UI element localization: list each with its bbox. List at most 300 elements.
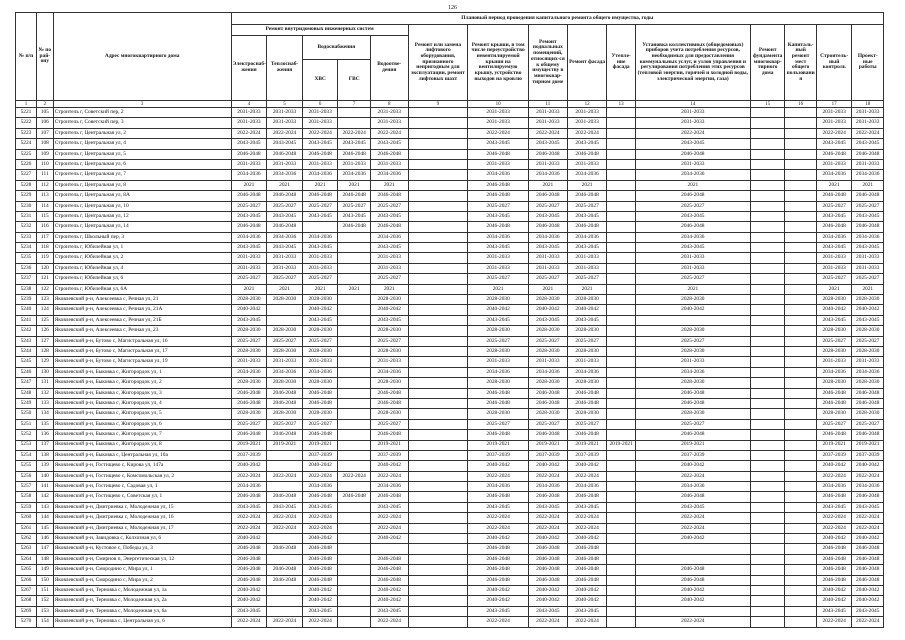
district-number-cell: 131 — [36, 378, 53, 388]
period-cell: 2034-2036 — [852, 232, 884, 242]
header-roof: Ремонт крыши, в том числе переустройство невентилируемой крыши на вентилируемую крышу, устройство выходов на кровлю — [468, 25, 529, 101]
period-cell: 2025-2027 — [302, 274, 338, 284]
period-cell — [750, 513, 785, 523]
period-cell: 2031-2033 — [852, 357, 884, 367]
period-cell: 2043-2045 — [635, 211, 750, 221]
period-cell — [750, 534, 785, 544]
period-cell — [785, 243, 816, 253]
period-cell — [607, 336, 635, 346]
period-cell — [338, 617, 370, 627]
period-cell — [750, 523, 785, 533]
period-cell: 2043-2045 — [267, 211, 303, 221]
period-cell: 2022-2024 — [852, 471, 884, 481]
address-cell: Яковлевский р-н, Терновка с, Молодежная ул, 6а — [53, 606, 231, 616]
period-cell — [750, 232, 785, 242]
period-cell: 2040-2042 — [528, 305, 567, 315]
period-cell — [408, 149, 468, 159]
address-cell: Яковлевский р-н, Бутово с, Магистральная ул, 16 — [53, 336, 231, 346]
header-facade: Ремонт фасада — [567, 25, 607, 101]
period-cell: 2031-2033 — [267, 263, 303, 273]
period-cell: 2043-2045 — [816, 211, 852, 221]
period-cell — [785, 523, 816, 533]
period-cell: 2046-2048 — [370, 430, 408, 440]
row-number-cell: 5221 — [16, 108, 37, 118]
period-cell: 2025-2027 — [816, 336, 852, 346]
period-cell: 2031-2033 — [267, 159, 303, 169]
table-row — [16, 159, 884, 169]
period-cell: 2043-2045 — [231, 211, 267, 221]
period-cell: 2025-2027 — [370, 419, 408, 429]
period-cell — [607, 492, 635, 502]
row-number-cell: 5254 — [16, 450, 37, 460]
period-cell — [785, 575, 816, 585]
period-cell: 2046-2048 — [302, 544, 338, 554]
period-cell: 2040-2042 — [302, 585, 338, 595]
period-cell: 2046-2048 — [816, 149, 852, 159]
period-cell: 2040-2042 — [852, 596, 884, 606]
period-cell: 2046-2048 — [231, 554, 267, 564]
period-cell: 2031-2033 — [468, 357, 529, 367]
period-cell: 2031-2033 — [370, 263, 408, 273]
period-cell: 2043-2045 — [370, 315, 408, 325]
row-number-cell: 5248 — [16, 388, 37, 398]
period-cell: 2019-2021 — [635, 440, 750, 450]
period-cell: 2031-2033 — [231, 159, 267, 169]
period-cell: 2021 — [528, 284, 567, 294]
header-row-number: № п/п — [16, 13, 37, 101]
period-cell — [785, 450, 816, 460]
period-cell — [267, 596, 303, 606]
period-cell: 2034-2036 — [370, 482, 408, 492]
period-cell — [338, 523, 370, 533]
period-cell — [785, 149, 816, 159]
row-number-cell: 5232 — [16, 222, 37, 232]
period-cell — [267, 585, 303, 595]
period-cell: 2040-2042 — [635, 596, 750, 606]
address-cell: Яковлевский р-н, Быковка с, Жигорордок ул, 1 — [53, 367, 231, 377]
period-cell: 2037-2039 — [816, 450, 852, 460]
period-cell: 2046-2048 — [852, 149, 884, 159]
period-cell — [750, 596, 785, 606]
period-cell — [408, 211, 468, 221]
period-cell: 2028-2030 — [468, 326, 529, 336]
period-cell — [607, 461, 635, 471]
period-cell: 2028-2030 — [852, 326, 884, 336]
period-cell — [408, 274, 468, 284]
header-inner-systems: Ремонт внутридомовых инженерных систем — [231, 25, 408, 36]
period-cell: 2040-2042 — [528, 585, 567, 595]
address-cell: Строитель г, Центральная ул, 12 — [53, 211, 231, 221]
period-cell: 2046-2048 — [370, 222, 408, 232]
period-cell: 2021 — [370, 180, 408, 190]
period-cell — [750, 367, 785, 377]
period-cell: 2046-2048 — [816, 565, 852, 575]
period-cell: 2022-2024 — [852, 128, 884, 138]
column-number: 2 — [36, 101, 53, 108]
period-cell — [785, 565, 816, 575]
period-cell — [750, 554, 785, 564]
period-cell — [607, 128, 635, 138]
period-cell — [607, 450, 635, 460]
period-cell — [750, 502, 785, 512]
table-row — [16, 232, 884, 242]
period-cell: 2028-2030 — [852, 295, 884, 305]
period-cell: 2046-2048 — [267, 565, 303, 575]
period-cell: 2025-2027 — [267, 201, 303, 211]
period-cell: 2025-2027 — [635, 274, 750, 284]
period-cell: 2046-2048 — [302, 575, 338, 585]
address-cell: Яковлевский р-н, Гостищево с, Комсомольская ул, 2 — [53, 471, 231, 481]
period-cell: 2046-2048 — [528, 544, 567, 554]
period-cell: 2043-2045 — [302, 211, 338, 221]
period-cell: 2019-2021 — [607, 440, 635, 450]
period-cell: 2046-2048 — [302, 191, 338, 201]
period-cell: 2031-2033 — [635, 118, 750, 128]
period-cell: 2040-2042 — [468, 596, 529, 606]
table-row — [16, 419, 884, 429]
address-cell: Яковлевский р-н, Кустовое с, Победы ул, 3 — [53, 544, 231, 554]
period-cell: 2031-2033 — [635, 263, 750, 273]
table-row — [16, 191, 884, 201]
period-cell — [607, 232, 635, 242]
period-cell: 2025-2027 — [816, 419, 852, 429]
period-cell — [607, 617, 635, 627]
period-cell: 2046-2048 — [528, 388, 567, 398]
period-cell: 2034-2036 — [302, 367, 338, 377]
period-cell — [408, 440, 468, 450]
period-cell: 2021 — [302, 284, 338, 294]
period-cell: 2034-2036 — [816, 482, 852, 492]
table-row — [16, 430, 884, 440]
row-number-cell: 5247 — [16, 378, 37, 388]
period-cell: 2034-2036 — [231, 367, 267, 377]
period-cell: 2025-2027 — [302, 201, 338, 211]
period-cell: 2040-2042 — [468, 585, 529, 595]
period-cell: 2046-2048 — [231, 430, 267, 440]
period-cell: 2028-2030 — [370, 409, 408, 419]
period-cell: 2046-2048 — [816, 191, 852, 201]
period-cell — [607, 191, 635, 201]
period-cell: 2043-2045 — [468, 315, 529, 325]
period-cell: 2046-2048 — [528, 575, 567, 585]
period-cell: 2031-2033 — [635, 108, 750, 118]
period-cell: 2037-2039 — [635, 450, 750, 460]
table-row — [16, 409, 884, 419]
period-cell: 2028-2030 — [267, 378, 303, 388]
period-cell — [607, 585, 635, 595]
period-cell: 2028-2030 — [528, 326, 567, 336]
period-cell — [338, 502, 370, 512]
period-cell — [408, 554, 468, 564]
period-cell — [607, 222, 635, 232]
district-number-cell: 154 — [36, 617, 53, 627]
period-cell: 2028-2030 — [231, 295, 267, 305]
period-cell: 2034-2036 — [816, 367, 852, 377]
period-cell — [607, 295, 635, 305]
period-cell — [785, 284, 816, 294]
period-cell — [750, 201, 785, 211]
period-cell: 2046-2048 — [267, 575, 303, 585]
period-cell: 2040-2042 — [816, 461, 852, 471]
period-cell — [338, 315, 370, 325]
period-cell: 2043-2045 — [370, 606, 408, 616]
period-cell: 2031-2033 — [231, 108, 267, 118]
period-cell — [750, 565, 785, 575]
period-cell: 2040-2042 — [370, 461, 408, 471]
period-cell: 2022-2024 — [635, 523, 750, 533]
period-cell: 2034-2036 — [635, 482, 750, 492]
period-cell: 2034-2036 — [468, 170, 529, 180]
row-number-cell: 5243 — [16, 336, 37, 346]
period-cell: 2022-2024 — [231, 513, 267, 523]
period-cell — [408, 534, 468, 544]
period-cell: 2046-2048 — [816, 575, 852, 585]
period-cell — [338, 243, 370, 253]
row-number-cell: 5241 — [16, 315, 37, 325]
period-cell: 2046-2048 — [267, 149, 303, 159]
period-cell — [338, 565, 370, 575]
period-cell — [785, 534, 816, 544]
period-cell: 2028-2030 — [267, 409, 303, 419]
table-body — [16, 108, 884, 628]
address-cell: Яковлевский р-н, Гостищево с, Садовая ул, 1 — [53, 482, 231, 492]
period-cell: 2034-2036 — [231, 482, 267, 492]
period-cell: 2031-2033 — [302, 108, 338, 118]
period-cell: 2046-2048 — [370, 149, 408, 159]
header-address: Адрес многоквартирного дома — [53, 13, 231, 101]
period-cell: 2028-2030 — [528, 346, 567, 356]
period-cell: 2031-2033 — [528, 357, 567, 367]
period-cell: 2028-2030 — [528, 295, 567, 305]
period-cell: 2025-2027 — [231, 201, 267, 211]
address-cell: Строитель г, Юбилейная ул, 1 — [53, 243, 231, 253]
period-cell: 2043-2045 — [528, 315, 567, 325]
period-cell: 2046-2048 — [370, 575, 408, 585]
period-cell: 2028-2030 — [635, 378, 750, 388]
period-cell: 2034-2036 — [468, 367, 529, 377]
period-cell: 2022-2024 — [302, 617, 338, 627]
period-cell: 2031-2033 — [816, 253, 852, 263]
period-cell — [750, 222, 785, 232]
table-row — [16, 346, 884, 356]
period-cell: 2046-2048 — [567, 430, 607, 440]
district-number-cell: 145 — [36, 523, 53, 533]
header-basement: Ремонт подвальных помещений, относящих-ся к общему имуществу в многоквар-тирном доме — [528, 25, 567, 101]
period-cell: 2034-2036 — [567, 232, 607, 242]
row-number-cell: 5238 — [16, 284, 37, 294]
period-cell: 2031-2033 — [468, 108, 529, 118]
period-cell — [267, 482, 303, 492]
period-cell: 2022-2024 — [267, 471, 303, 481]
period-cell — [750, 284, 785, 294]
address-cell: Строитель г, Центральная ул, 7 — [53, 170, 231, 180]
period-cell — [785, 263, 816, 273]
period-cell — [607, 326, 635, 336]
period-cell: 2022-2024 — [468, 513, 529, 523]
period-cell — [338, 274, 370, 284]
period-cell: 2046-2048 — [635, 565, 750, 575]
period-cell — [785, 336, 816, 346]
period-cell: 2031-2033 — [635, 357, 750, 367]
row-number-cell: 5239 — [16, 295, 37, 305]
period-cell: 2046-2048 — [370, 191, 408, 201]
period-cell: 2046-2048 — [567, 554, 607, 564]
period-cell: 2021 — [816, 284, 852, 294]
period-cell — [408, 201, 468, 211]
period-cell — [607, 367, 635, 377]
period-cell — [785, 305, 816, 315]
table-row — [16, 492, 884, 502]
period-cell — [607, 565, 635, 575]
period-cell — [607, 409, 635, 419]
period-cell: 2022-2024 — [267, 513, 303, 523]
period-cell — [408, 388, 468, 398]
period-cell: 2025-2027 — [635, 336, 750, 346]
period-cell: 2046-2048 — [468, 222, 529, 232]
period-cell — [607, 274, 635, 284]
period-cell: 2046-2048 — [302, 492, 338, 502]
period-cell: 2031-2033 — [302, 118, 338, 128]
row-number-cell: 5226 — [16, 159, 37, 169]
column-number: 12 — [567, 101, 607, 108]
period-cell: 2046-2048 — [468, 492, 529, 502]
header-foundation: Ремонт фундамента многоквар-тирного дома — [750, 25, 785, 101]
table-row — [16, 315, 884, 325]
district-number-cell: 119 — [36, 253, 53, 263]
period-cell: 2025-2027 — [370, 274, 408, 284]
period-cell — [750, 378, 785, 388]
period-cell: 2043-2045 — [468, 139, 529, 149]
period-cell — [607, 201, 635, 211]
period-cell: 2043-2045 — [567, 243, 607, 253]
period-cell: 2046-2048 — [370, 398, 408, 408]
period-cell: 2040-2042 — [852, 534, 884, 544]
period-cell — [750, 118, 785, 128]
period-cell — [750, 170, 785, 180]
period-cell: 2031-2033 — [567, 118, 607, 128]
period-cell: 2046-2048 — [635, 149, 750, 159]
period-cell: 2025-2027 — [816, 201, 852, 211]
period-cell: 2046-2048 — [231, 222, 267, 232]
period-cell — [338, 419, 370, 429]
period-cell: 2040-2042 — [567, 305, 607, 315]
period-cell: 2031-2033 — [528, 159, 567, 169]
period-cell: 2022-2024 — [567, 617, 607, 627]
address-cell: Строитель г, Юбилейная ул, 4 — [53, 263, 231, 273]
period-cell — [607, 118, 635, 128]
period-cell: 2046-2048 — [231, 398, 267, 408]
period-cell: 2022-2024 — [567, 128, 607, 138]
district-number-cell: 116 — [36, 222, 53, 232]
row-number-cell: 5259 — [16, 502, 37, 512]
period-cell: 2025-2027 — [852, 274, 884, 284]
district-number-cell: 148 — [36, 554, 53, 564]
address-cell: Строитель г, Центральная ул, 14 — [53, 222, 231, 232]
period-cell — [785, 461, 816, 471]
period-cell: 2043-2045 — [338, 139, 370, 149]
district-number-cell: 136 — [36, 430, 53, 440]
period-cell: 2046-2048 — [302, 388, 338, 398]
period-cell — [338, 482, 370, 492]
district-number-cell: 144 — [36, 513, 53, 523]
period-cell: 2040-2042 — [852, 305, 884, 315]
period-cell — [607, 502, 635, 512]
period-cell: 2040-2042 — [528, 534, 567, 544]
period-cell: 2040-2042 — [816, 596, 852, 606]
period-cell — [607, 471, 635, 481]
address-cell: Яковлевский р-н, Быковка с, Жигорордок ул, 5 — [53, 409, 231, 419]
district-number-cell: 110 — [36, 159, 53, 169]
period-cell: 2040-2042 — [231, 534, 267, 544]
address-cell: Строитель г, Юбилейная ул, 2 — [53, 253, 231, 263]
period-cell — [635, 606, 750, 616]
period-cell: 2025-2027 — [567, 201, 607, 211]
table-row — [16, 398, 884, 408]
period-cell: 2028-2030 — [635, 295, 750, 305]
period-cell: 2040-2042 — [567, 596, 607, 606]
district-number-cell: 140 — [36, 471, 53, 481]
column-number: 1 — [16, 101, 37, 108]
district-number-cell: 118 — [36, 243, 53, 253]
period-cell: 2037-2039 — [528, 450, 567, 460]
period-cell: 2046-2048 — [852, 554, 884, 564]
period-cell — [785, 180, 816, 190]
district-number-cell: 137 — [36, 440, 53, 450]
period-cell: 2046-2048 — [852, 191, 884, 201]
period-cell: 2028-2030 — [302, 326, 338, 336]
period-cell — [607, 253, 635, 263]
period-cell: 2043-2045 — [302, 502, 338, 512]
period-cell: 2022-2024 — [635, 513, 750, 523]
period-cell: 2034-2036 — [302, 232, 338, 242]
period-cell: 2037-2039 — [302, 450, 338, 460]
address-cell: Строитель г, Центральная ул, 2 — [53, 128, 231, 138]
period-cell: 2022-2024 — [567, 523, 607, 533]
period-cell: 2031-2033 — [567, 108, 607, 118]
row-number-cell: 5252 — [16, 430, 37, 440]
period-cell — [338, 232, 370, 242]
period-cell: 2022-2024 — [231, 523, 267, 533]
period-cell — [750, 108, 785, 118]
period-cell: 2031-2033 — [528, 253, 567, 263]
period-cell: 2022-2024 — [852, 617, 884, 627]
period-cell: 2034-2036 — [567, 367, 607, 377]
period-cell — [408, 284, 468, 294]
address-cell: Строитель г, Центральная ул, 4 — [53, 139, 231, 149]
column-number: 11 — [528, 101, 567, 108]
page-number: 126 — [448, 5, 457, 11]
column-number: 14 — [635, 101, 750, 108]
period-cell: 2022-2024 — [567, 513, 607, 523]
header-plan-title: Плановый период проведения капитального ремонта общего имущества, годы — [231, 13, 883, 25]
period-cell — [408, 398, 468, 408]
period-cell — [750, 419, 785, 429]
period-cell — [607, 170, 635, 180]
period-cell: 2040-2042 — [231, 585, 267, 595]
period-cell: 2034-2036 — [302, 170, 338, 180]
period-cell: 2046-2048 — [267, 222, 303, 232]
address-cell: Строитель г, Юбилейная ул, 6 — [53, 274, 231, 284]
period-cell — [338, 336, 370, 346]
row-number-cell: 5233 — [16, 232, 37, 242]
period-cell — [785, 191, 816, 201]
address-cell: Яковлевский р-н, Быковка с, Жигорордок ул, 8 — [53, 440, 231, 450]
address-cell: Строитель г, Центральная ул, 5 — [53, 149, 231, 159]
period-cell: 2046-2048 — [567, 565, 607, 575]
district-number-cell: 123 — [36, 295, 53, 305]
period-cell: 2046-2048 — [852, 388, 884, 398]
period-cell: 2043-2045 — [302, 139, 338, 149]
